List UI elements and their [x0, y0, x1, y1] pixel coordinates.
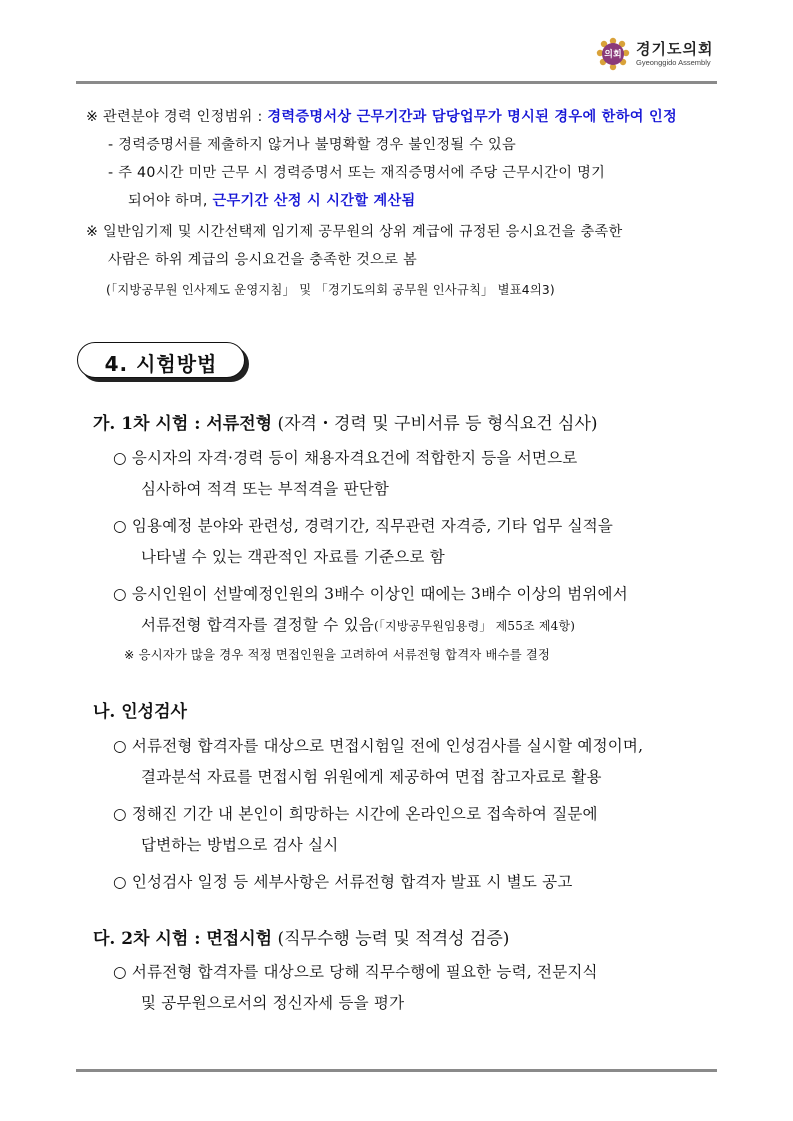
dash-item-2-line1: - 주 40시간 미만 근무 시 경력증명서 또는 재직증명서에 주당 근무시간이 명기 [108, 165, 606, 181]
stage-c-title: 다. 2차 시험 : 면접시험 [93, 929, 273, 949]
stage-a-item2-line1: ○ 임용예정 분야와 관련성, 경력기간, 직무관련 자격증, 기타 업무 실적을 [113, 517, 614, 535]
org-name-en: Gyeonggido Assembly [636, 58, 711, 67]
dash-item-1: - 경력증명서를 제출하지 않거나 불명확할 경우 불인정될 수 있음 [108, 137, 517, 153]
dash-item-2-emphasis: 근무기간 산정 시 시간할 계산됨 [212, 193, 416, 209]
dash-item-2-text: 되어야 하며, [128, 193, 213, 209]
section-title: 4. 시험방법 [104, 352, 218, 376]
stage-a-item2-line2: 나타낼 수 있는 객관적인 자료를 기준으로 함 [141, 548, 445, 566]
assembly-seal-icon [596, 37, 630, 71]
footer-divider [76, 1069, 717, 1072]
org-logo [596, 37, 713, 71]
stage-a-item3-text: 서류전형 합격자를 결정할 수 있음 [141, 616, 374, 634]
stage-a-item1-line2: 심사하여 적격 또는 부적격을 판단함 [141, 480, 390, 498]
stage-b-item2-line1: ○ 정해진 기간 내 본인이 희망하는 시간에 온라인으로 접속하여 질문에 [113, 805, 598, 823]
header-divider [76, 81, 717, 84]
stage-c-item1-line1: ○ 서류전형 합격자를 대상으로 당해 직무수행에 필요한 능력, 전문지식 [113, 963, 598, 981]
section-title-box [77, 342, 245, 378]
stage-c-item1-line2: 및 공무원으로서의 정신자세 등을 평가 [141, 994, 405, 1012]
stage-b-item1-line1: ○ 서류전형 합격자를 대상으로 면접시험일 전에 인성검사를 실시할 예정이며, [113, 737, 644, 755]
stage-c-subtitle: (직무수행 능력 및 적격성 검증) [272, 929, 510, 949]
stage-a-item3-source: (「지방공무원임용령」 제55조 제4항) [373, 619, 576, 633]
career-scope-label: ※ 관련분야 경력 인정범위 : [86, 109, 268, 125]
stage-a-subtitle: (자격・경력 및 구비서류 등 형식요건 심사) [272, 414, 598, 434]
contract-note-line2: 사람은 하위 계급의 응시요건을 충족한 것으로 봄 [108, 252, 417, 268]
org-name: 경기도의회 [636, 40, 714, 58]
career-scope-emphasis: 경력증명서상 근무기간과 담당업무가 명시된 경우에 한하여 인정 [267, 109, 677, 125]
stage-c-heading [93, 924, 509, 949]
stage-a-heading [93, 409, 598, 434]
stage-a-item1-line1: ○ 응시자의 자격·경력 등이 채용자격요건에 적합한지 등을 서면으로 [113, 449, 578, 467]
dash-item-2-line2 [128, 190, 416, 210]
contract-note-source: (「지방공무원 인사제도 운영지침」 및 「경기도의회 공무원 인사규칙」 별표4의3) [106, 283, 555, 297]
stage-b-heading: 나. 인성검사 [93, 702, 187, 722]
stage-a-item3-line2 [141, 613, 575, 635]
stage-a-item3-line1: ○ 응시인원이 선발예정인원의 3배수 이상인 때에는 3배수 이상의 범위에서 [113, 585, 628, 603]
stage-b-item1-line2: 결과분석 자료를 면접시험 위원에게 제공하여 면접 참고자료로 활용 [141, 768, 602, 786]
stage-b-item2-line2: 답변하는 방법으로 검사 실시 [141, 836, 339, 854]
stage-b-item3: ○ 인성검사 일정 등 세부사항은 서류전형 합격자 발표 시 별도 공고 [113, 873, 573, 891]
career-scope-note [86, 106, 677, 126]
stage-a-title: 가. 1차 시험 : 서류전형 [93, 414, 273, 434]
contract-note-line1: ※ 일반임기제 및 시간선택제 임기제 공무원의 상위 계급에 규정된 응시요건을 충족한 [86, 224, 623, 240]
stage-a-note: ※ 응시자가 많을 경우 적정 면접인원을 고려하여 서류전형 합격자 배수를 결정 [124, 648, 551, 662]
seal-text: 의회 [604, 50, 622, 60]
